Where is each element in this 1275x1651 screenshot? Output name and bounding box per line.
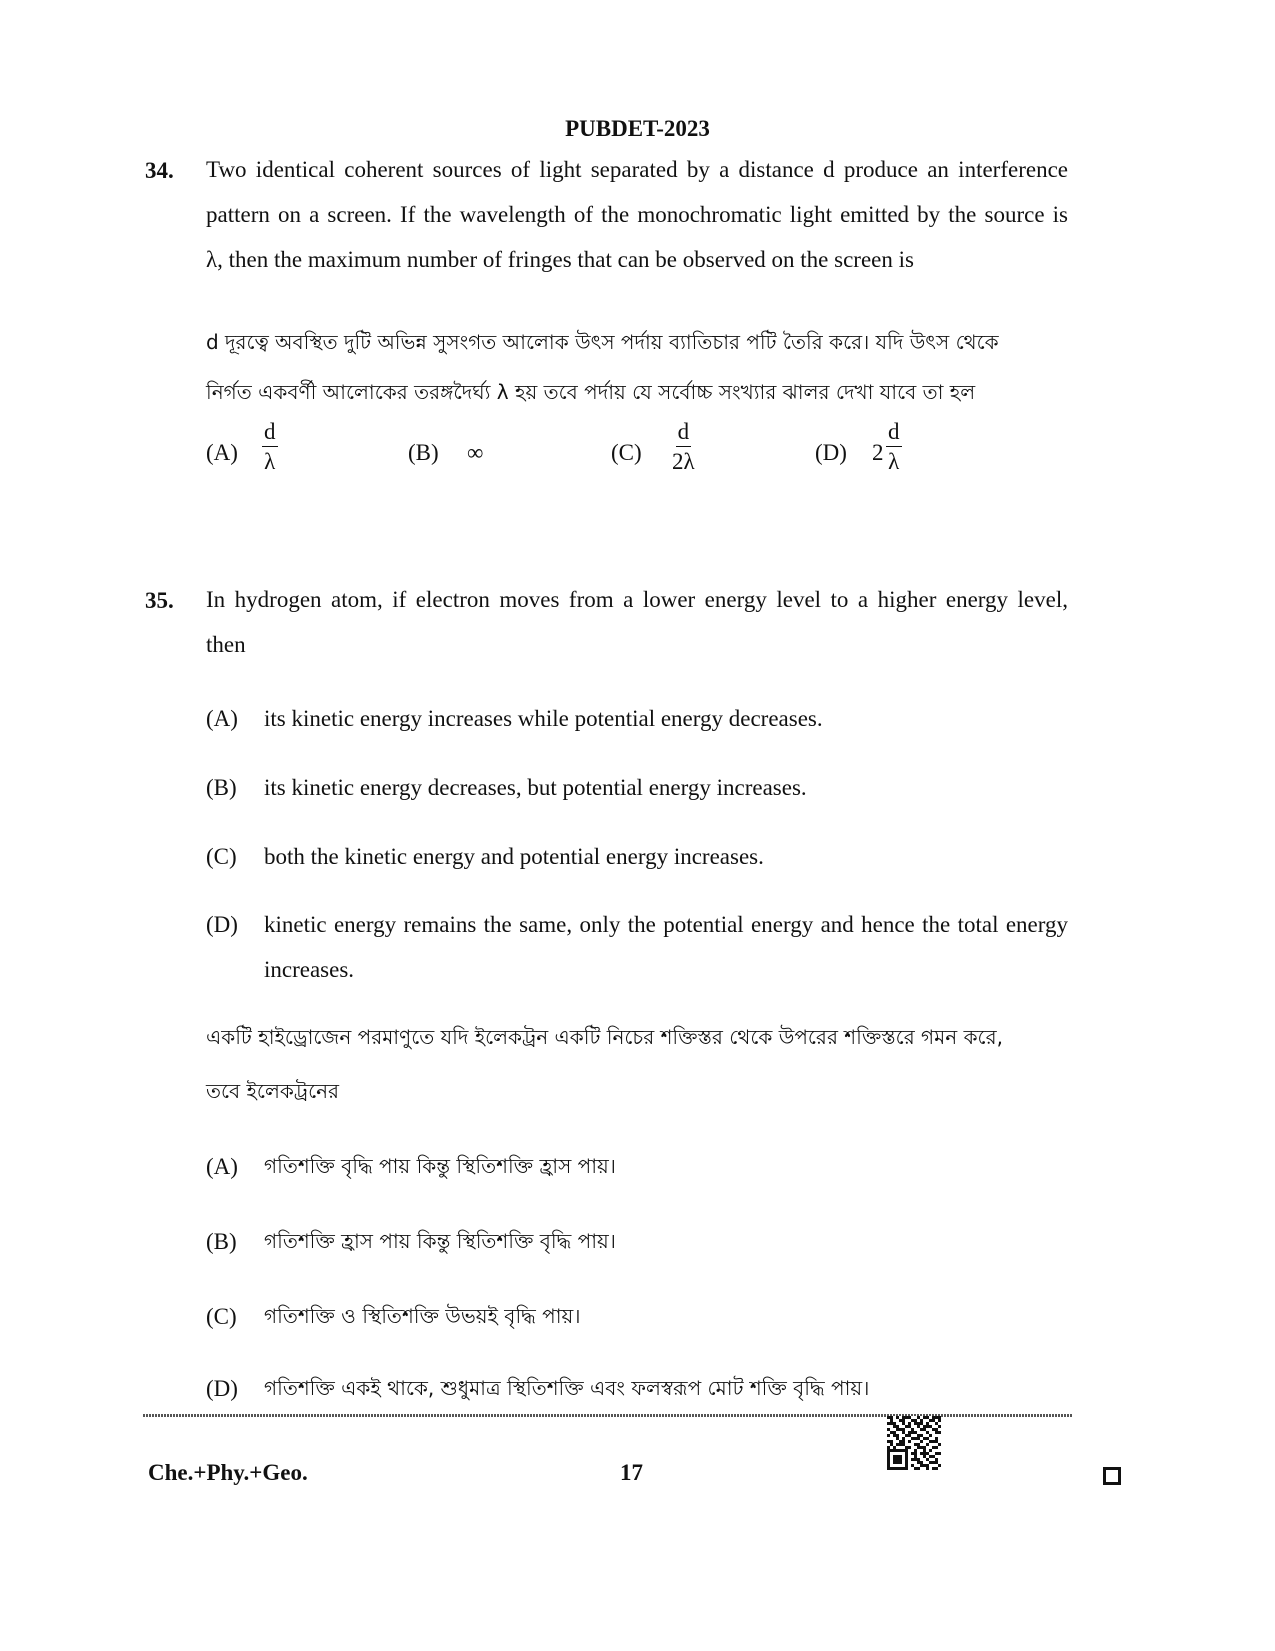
option-a-label: (A)	[206, 440, 238, 465]
question-34-line-3: λ, then the maximum number of fringes that can be observed on the screen is	[206, 247, 914, 272]
option-a-fraction	[262, 418, 278, 477]
option-text: its kinetic energy increases while potential energy decreases.	[264, 706, 823, 731]
q35-option-c-bn	[206, 1294, 1068, 1339]
question-34-line-2: pattern on a screen. If the wavelength of the monochromatic light emitted by the source is	[206, 202, 1068, 227]
question-34-bengali-line-2: নির্গত একবর্ণী আলোকের তরঙ্গদৈর্ঘ্য λ হয় তবে পর্দায় যে সর্বোচ্চ সংখ্যার ঝালর দেখা যাবে তা হল	[206, 380, 976, 404]
question-35-line-2: then	[206, 632, 246, 657]
option-text: kinetic energy remains the same, only the potential energy and hence the total energy	[264, 912, 1068, 937]
option-d-numerator: d	[886, 418, 902, 447]
option-text: গতিশক্তি বৃদ্ধি পায় কিন্তু স্থিতিশক্তি হ্রাস পায়।	[264, 1154, 616, 1178]
q35-option-b-en	[206, 765, 1068, 810]
q35-option-a-bn	[206, 1144, 1068, 1189]
option-text: both the kinetic energy and potential energy increases.	[264, 844, 764, 869]
option-c-label: (C)	[611, 440, 642, 465]
qr-code-icon	[887, 1416, 941, 1470]
option-text: গতিশক্তি হ্রাস পায় কিন্তু স্থিতিশক্তি বৃদ্ধি পায়।	[264, 1229, 616, 1253]
option-text: গতিশক্তি একই থাকে, শুধুমাত্র স্থিতিশক্তি এবং ফলস্বরূপ মোট শক্তি বৃদ্ধি পায়।	[264, 1376, 870, 1400]
footer-subject: Che.+Phy.+Geo.	[148, 1460, 308, 1485]
option-b-label: (B)	[408, 440, 439, 465]
question-35-number: 35.	[145, 588, 174, 613]
option-label: (A)	[206, 706, 238, 731]
q35-option-b-bn	[206, 1219, 1068, 1264]
question-34-bengali-line-1: d দূরত্বে অবস্থিত দুটি অভিন্ন সুসংগত আলোক উৎস পর্দায় ব্যাতিচার পটি তৈরি করে। যদি উৎস থেকে	[206, 330, 999, 354]
option-d-coefficient: 2	[872, 440, 884, 465]
q35-option-d-bn	[206, 1366, 1068, 1411]
option-a-numerator: d	[262, 418, 278, 447]
option-label: (B)	[206, 1229, 237, 1254]
q35-option-d-en	[206, 902, 1068, 992]
option-label: (D)	[206, 912, 238, 937]
question-35-bengali-text	[206, 1010, 1068, 1118]
question-34-number: 34.	[145, 158, 174, 183]
q35-option-c-en	[206, 834, 1068, 879]
option-label: (A)	[206, 1154, 238, 1179]
option-text: গতিশক্তি ও স্থিতিশক্তি উভয়ই বৃদ্ধি পায়।	[264, 1304, 581, 1328]
option-c-fraction	[672, 418, 695, 477]
page-number: 17	[620, 1460, 643, 1485]
question-34-text	[206, 147, 1068, 282]
option-label: (D)	[206, 1376, 238, 1401]
q35-option-a-en	[206, 696, 1068, 741]
option-d-label: (D)	[815, 440, 847, 465]
option-d-denominator: λ	[888, 449, 900, 474]
question-34-bengali-text	[206, 317, 1068, 417]
option-c-numerator: d	[676, 418, 692, 447]
option-label: (C)	[206, 1304, 237, 1329]
option-label: (B)	[206, 775, 237, 800]
option-b-infinity: ∞	[467, 440, 484, 465]
option-d-fraction	[886, 418, 902, 477]
question-34-line-1: Two identical coherent sources of light separated by a distance d produce an interference	[206, 157, 1068, 182]
page-title: PUBDET-2023	[565, 116, 710, 141]
option-text: its kinetic energy decreases, but potential energy increases.	[264, 775, 807, 800]
option-c-denominator: 2λ	[672, 449, 695, 474]
option-text-continued: increases.	[264, 957, 355, 982]
square-marker-icon	[1103, 1467, 1121, 1485]
question-35-text	[206, 577, 1068, 667]
question-35-line-1: In hydrogen atom, if electron moves from a lower energy level to a higher energy level,	[206, 587, 1068, 612]
question-35-bengali-line-2: তবে ইলেকট্রনের	[206, 1079, 340, 1103]
option-a-denominator: λ	[264, 449, 276, 474]
question-35-bengali-line-1: একটি হাইড্রোজেন পরমাণুতে যদি ইলেকট্রন একটি নিচের শক্তিস্তর থেকে উপরের শক্তিস্তরে গমন করে,	[206, 1025, 1003, 1049]
option-label: (C)	[206, 844, 237, 869]
